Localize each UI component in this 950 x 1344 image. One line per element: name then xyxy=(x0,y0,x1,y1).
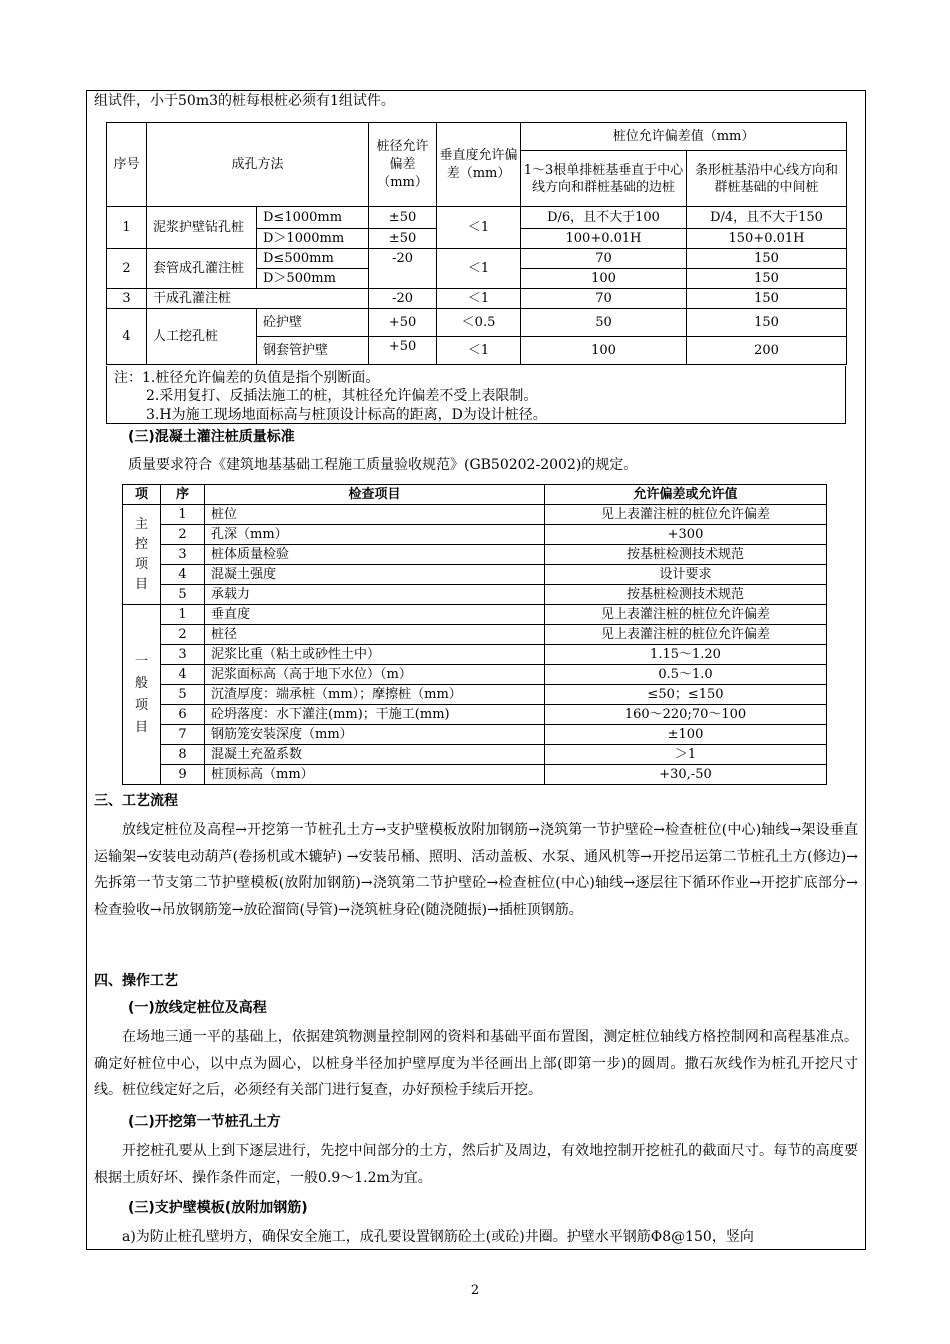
table-row-value: 按基桩检测技术规范 xyxy=(545,585,827,605)
row4-vert2: ＜1 xyxy=(437,337,521,365)
row3-method: 干成孔灌注桩 xyxy=(147,289,369,309)
table-row-value: 按基桩检测技术规范 xyxy=(545,545,827,565)
row2-b1: 150 xyxy=(687,249,847,269)
table-row-value: ＞1 xyxy=(545,745,827,765)
table-row-item: 桩位 xyxy=(205,505,545,525)
row4-diam1: +50 xyxy=(369,309,437,337)
section-quality-text: 质量要求符合《建筑地基基础工程施工质量验收规范》(GB50202-2002)的规定。 xyxy=(128,457,638,473)
note-2: 2.采用复打、反插法施工的桩，其桩径允许偏差不受上表限制。 xyxy=(146,388,538,404)
row2-a2: 100 xyxy=(521,269,687,289)
row3-a: 70 xyxy=(521,289,687,309)
part4-title: 四、操作工艺 xyxy=(94,973,178,989)
table-row-item: 沉渣厚度：端承桩（mm）；摩擦桩（mm） xyxy=(205,685,545,705)
row1-method: 泥浆护壁钻孔桩 xyxy=(147,207,257,249)
page-number: 2 xyxy=(470,1283,480,1298)
table-row-seq: 2 xyxy=(161,525,205,545)
row1-a2: 100+0.01H xyxy=(521,229,687,249)
step3-title: (三)支护壁模板(放附加钢筋) xyxy=(128,1200,308,1216)
step1-title: (一)放线定桩位及高程 xyxy=(128,1000,267,1016)
table-row-item: 泥浆面标高（高于地下水位）（m） xyxy=(205,665,545,685)
table-row-item: 砼坍落度：水下灌注(mm)；干施工(mm) xyxy=(205,705,545,725)
t2-header-value: 允许偏差或允许值 xyxy=(545,485,827,505)
row1-b1: D/4，且不大于150 xyxy=(687,207,847,229)
table-row-value: 160～220;70～100 xyxy=(545,705,827,725)
header-method: 成孔方法 xyxy=(147,123,369,207)
table-row-seq: 2 xyxy=(161,625,205,645)
row1-cond2: D＞1000mm xyxy=(257,229,369,249)
row3-b: 150 xyxy=(687,289,847,309)
table-row-item: 桩径 xyxy=(205,625,545,645)
header-vert: 垂直度允许偏差（mm） xyxy=(437,123,521,207)
table-row-item: 孔深（mm） xyxy=(205,525,545,545)
row4-cond1: 砼护壁 xyxy=(257,309,369,337)
table-row-item: 桩顶标高（mm） xyxy=(205,765,545,785)
t2-header-item: 检查项目 xyxy=(205,485,545,505)
table-row-seq: 4 xyxy=(161,565,205,585)
step2-title: (二)开挖第一节桩孔土方 xyxy=(128,1114,281,1130)
row2-a1: 70 xyxy=(521,249,687,269)
table-row-item: 垂直度 xyxy=(205,605,545,625)
header-pos: 桩位允许偏差值（mm） xyxy=(521,123,847,151)
table-row-value: 见上表灌注桩的桩位允许偏差 xyxy=(545,625,827,645)
table-row-item: 钢筋笼安装深度（mm） xyxy=(205,725,545,745)
header-pos-b: 条形桩基沿中心线方向和群桩基础的中间桩 xyxy=(687,151,847,207)
table-row-value: +30,-50 xyxy=(545,765,827,785)
table-row-seq: 8 xyxy=(161,745,205,765)
step3-text: a)为防止桩孔壁坍方，确保安全施工，成孔要设置钢筋砼土(或砼)井圈。护壁水平钢筋Φ8@150，竖向 xyxy=(122,1229,754,1245)
table-row-item: 泥浆比重（粘土或砂性土中） xyxy=(205,645,545,665)
row1-seq: 1 xyxy=(107,207,147,249)
row1-cond1: D≤1000mm xyxy=(257,207,369,229)
table-row-value: 0.5～1.0 xyxy=(545,665,827,685)
part3-text: 放线定桩位及高程→开挖第一节桩孔土方→支护壁模板放附加钢筋→浇筑第一节护壁砼→检查桩位(中心)轴线→架设垂直运输架→安装电动葫芦(卷扬机或木辘轳) →安装吊桶、照明、活动盖板、水泵、通风机等→开挖吊运第二节桩孔土方(修边)→先拆第一节支第二节护壁模板(放附加钢筋)→浇筑第二节护壁砼→检查桩位(中心)轴线→逐层往下循环作业→开挖扩底部分→检查验收→吊放钢筋笼→放砼溜筒(导管)→浇筑桩身砼(随浇随振)→插桩顶钢筋。 xyxy=(94,822,858,918)
row1-b2: 150+0.01H xyxy=(687,229,847,249)
step1-text: 在场地三通一平的基础上，依据建筑物测量控制网的资料和基础平面布置图，测定桩位轴线方格控制网和高程基准点。确定好桩位中心，以中点为圆心，以桩身半径加护壁厚度为半径画出上部(即第一步)的圆周。撒石灰线作为桩孔开挖尺寸线。桩位线定好之后，必须经有关部门进行复查，办好预检手续后开挖。 xyxy=(94,1029,858,1098)
t2-header-category: 项 xyxy=(123,485,161,505)
row4-diam2: +50 xyxy=(369,337,437,365)
table-row-value: 1.15～1.20 xyxy=(545,645,827,665)
row2-cond2: D＞500mm xyxy=(257,269,369,289)
row3-vert: ＜1 xyxy=(437,289,521,309)
row4-b1: 150 xyxy=(687,309,847,337)
row4-a1: 50 xyxy=(521,309,687,337)
table-row-item: 混凝土充盈系数 xyxy=(205,745,545,765)
row1-a1: D/6，且不大于100 xyxy=(521,207,687,229)
header-pos-a: 1～3根单排桩基垂直于中心线方向和群桩基础的边桩 xyxy=(521,151,687,207)
row2-cond1: D≤500mm xyxy=(257,249,369,269)
pile-tolerance-table xyxy=(106,122,847,365)
part3-title: 三、工艺流程 xyxy=(94,793,178,809)
table-row-seq: 5 xyxy=(161,585,205,605)
general-items-label: 一般项目 xyxy=(123,605,161,785)
row4-a2: 100 xyxy=(521,337,687,365)
header-seq: 序号 xyxy=(107,123,147,207)
table-row-item: 桩体质量检验 xyxy=(205,545,545,565)
row4-method: 人工挖孔桩 xyxy=(147,309,257,365)
top-line: 组试件，小于50m3的桩每根桩必须有1组试件。 xyxy=(94,93,395,109)
table-row-seq: 3 xyxy=(161,545,205,565)
table-row-seq: 4 xyxy=(161,665,205,685)
quality-standard-table xyxy=(122,484,827,785)
row1-diam1: ±50 xyxy=(369,207,437,229)
t2-header-seq: 序 xyxy=(161,485,205,505)
row2-diam: -20 xyxy=(369,249,437,289)
table-row-value: 设计要求 xyxy=(545,565,827,585)
row4-b2: 200 xyxy=(687,337,847,365)
row4-vert1: ＜0.5 xyxy=(437,309,521,337)
table-row-seq: 1 xyxy=(161,605,205,625)
note-1: 注：1.桩径允许偏差的负值是指个别断面。 xyxy=(114,370,380,386)
row1-vert: ＜1 xyxy=(437,207,521,249)
row2-method: 套管成孔灌注桩 xyxy=(147,249,257,289)
table-row-seq: 5 xyxy=(161,685,205,705)
section-quality-title: (三)混凝土灌注桩质量标准 xyxy=(128,429,295,445)
main-control-label: 主控项目 xyxy=(123,505,161,605)
row2-vert: ＜1 xyxy=(437,249,521,289)
table-row-value: +300 xyxy=(545,525,827,545)
row1-diam2: ±50 xyxy=(369,229,437,249)
table-row-value: 见上表灌注桩的桩位允许偏差 xyxy=(545,605,827,625)
row3-seq: 3 xyxy=(107,289,147,309)
row2-seq: 2 xyxy=(107,249,147,289)
header-diam: 桩径允许偏差（mm） xyxy=(369,123,437,207)
table-row-seq: 6 xyxy=(161,705,205,725)
table-row-item: 承载力 xyxy=(205,585,545,605)
row4-cond2: 钢套管护壁 xyxy=(257,337,369,365)
table-row-value: ≤50；≤150 xyxy=(545,685,827,705)
row4-seq: 4 xyxy=(107,309,147,365)
table-row-seq: 9 xyxy=(161,765,205,785)
note-3: 3.H为施工现场地面标高与桩顶设计标高的距离，D为设计桩径。 xyxy=(146,407,547,423)
table-row-value: ±100 xyxy=(545,725,827,745)
table-row-seq: 7 xyxy=(161,725,205,745)
row3-diam: -20 xyxy=(369,289,437,309)
table-row-seq: 3 xyxy=(161,645,205,665)
table-row-value: 见上表灌注桩的桩位允许偏差 xyxy=(545,505,827,525)
step2-text: 开挖桩孔要从上到下逐层进行，先挖中间部分的土方，然后扩及周边，有效地控制开挖桩孔的截面尺寸。每节的高度要根据土质好坏、操作条件而定，一般0.9～1.2m为宜。 xyxy=(94,1143,858,1186)
row2-b2: 150 xyxy=(687,269,847,289)
table-row-seq: 1 xyxy=(161,505,205,525)
table-row-item: 混凝土强度 xyxy=(205,565,545,585)
